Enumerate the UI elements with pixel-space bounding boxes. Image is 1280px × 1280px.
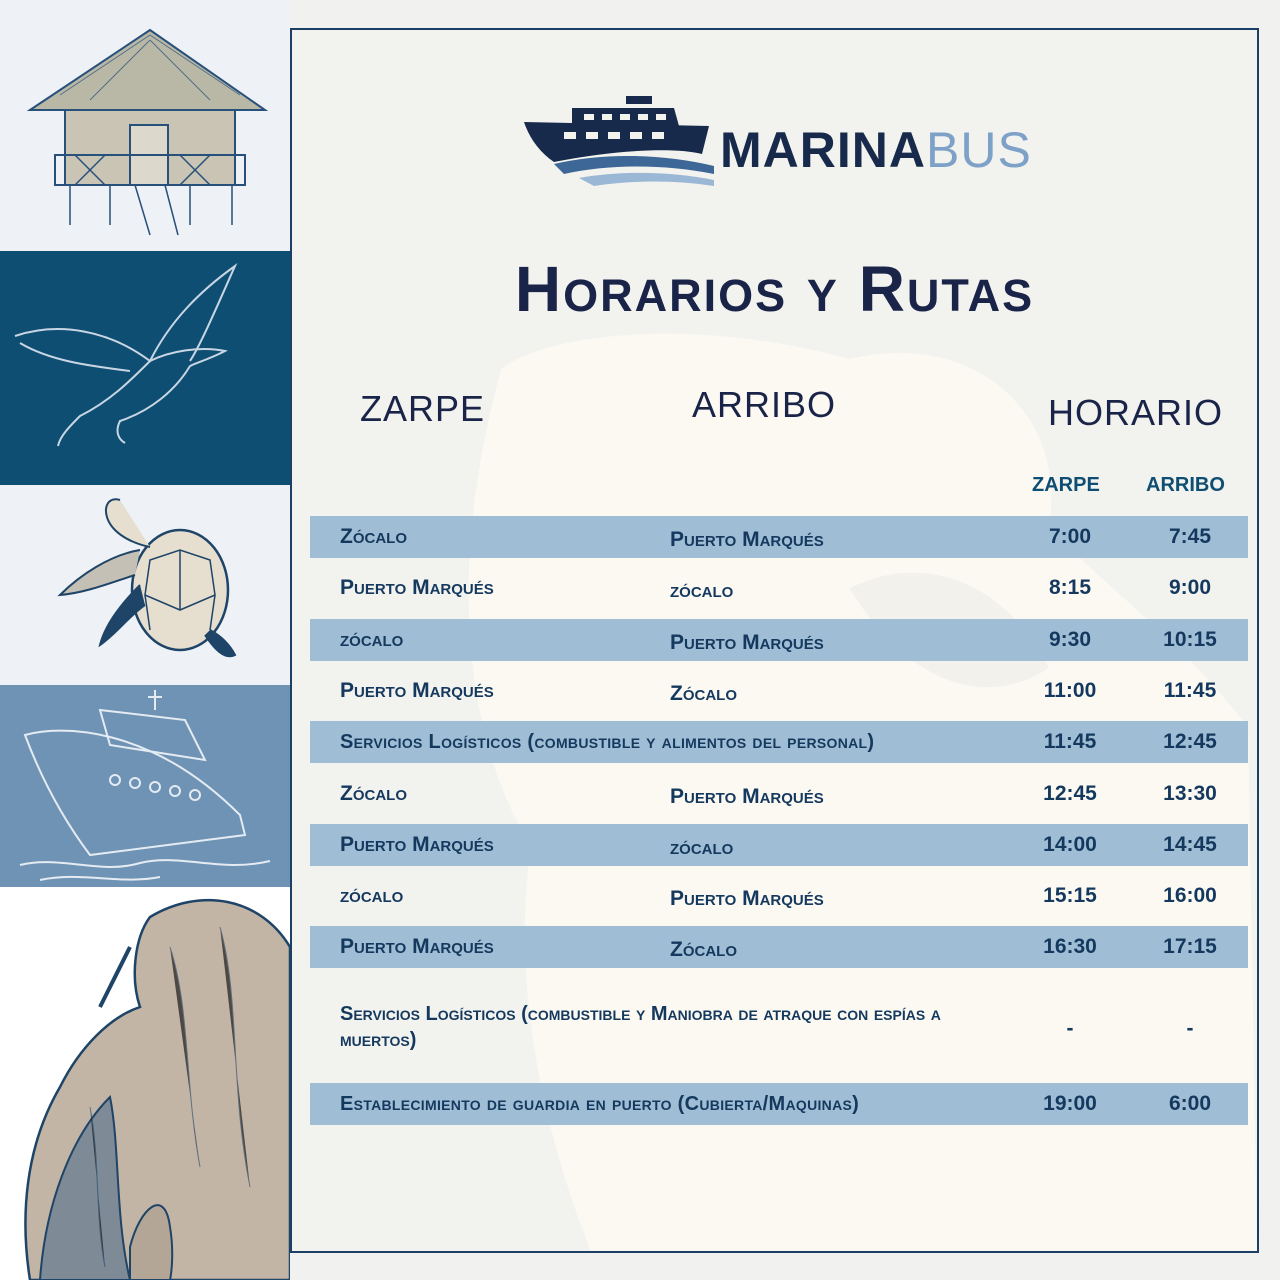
row-to: Puerto Marqués [670,785,824,808]
row-service: Servicios Logísticos (combustible y Maniobra de atraque con espías a muertos) [340,1003,941,1051]
table-row [310,875,1248,917]
row-from: Zócalo [340,782,407,805]
column-header-zarpe: ZARPE [360,388,486,429]
row-departure: 12:45 [1043,782,1097,805]
row-from: Puerto Marqués [340,679,494,702]
table-row [310,1001,1248,1057]
row-departure: 14:00 [1043,833,1097,856]
row-to: Zócalo [670,938,737,961]
ship-icon [0,685,290,887]
row-departure: 19:00 [1043,1092,1097,1115]
page-title: Horarios y Rutas [514,253,1035,325]
row-arrival: 10:15 [1163,628,1217,651]
bird-illustration [0,251,290,485]
table-row [310,516,1248,558]
rock-illustration [0,887,290,1280]
table-row [310,619,1248,661]
boat-icon [524,92,714,192]
row-departure: 15:15 [1043,884,1097,907]
row-arrival: 16:00 [1163,884,1217,907]
row-service: Establecimiento de guardia en puerto (Cubierta/Maquinas) [340,1093,860,1115]
table-row [310,824,1248,866]
row-arrival: 17:15 [1163,935,1217,958]
ship-illustration [0,685,290,887]
row-departure: 9:30 [1048,628,1092,651]
turtle-icon [0,485,290,685]
row-arrival: 14:45 [1163,833,1217,856]
hut-icon [0,0,290,251]
row-to: Puerto Marqués [670,887,824,910]
row-departure: - [1066,1017,1074,1040]
table-row [310,567,1248,609]
schedule-card [290,28,1259,1253]
row-from: Puerto Marqués [340,935,494,958]
row-departure: 8:15 [1048,576,1092,599]
table-row [310,721,1248,763]
row-from: zócalo [340,884,404,907]
row-departure: 16:30 [1043,935,1097,958]
row-departure: 11:00 [1043,679,1097,702]
table-row [310,1083,1248,1125]
row-from: Zócalo [340,525,407,548]
row-departure: 11:45 [1043,730,1097,753]
illustration-strip [0,0,290,1280]
subcolumn-header-arribo: ARRIBO [1146,474,1225,496]
row-to: Zócalo [670,682,737,705]
rock-icon [0,887,290,1280]
row-to: zócalo [670,836,734,859]
row-arrival: 13:30 [1163,782,1217,805]
hut-illustration [0,0,290,251]
row-service: Servicios Logísticos (combustible y alimentos del personal) [340,731,875,753]
row-from: zócalo [340,628,404,651]
brand-name-light: BUS [925,122,1032,178]
brand-logo [524,92,1044,192]
row-arrival: 6:00 [1168,1092,1212,1115]
row-to: Puerto Marqués [670,528,824,551]
row-from: Puerto Marqués [340,576,494,599]
brand-name [720,120,1032,180]
row-arrival: - [1186,1017,1194,1040]
row-arrival: 11:45 [1163,679,1217,702]
row-arrival: 7:45 [1168,525,1212,548]
table-row [310,773,1248,815]
brand-name-bold: MARINA [720,122,926,178]
row-from: Puerto Marqués [340,833,494,856]
row-to: zócalo [670,579,734,602]
row-arrival: 9:00 [1168,576,1212,599]
turtle-illustration [0,485,290,685]
table-row [310,670,1248,712]
column-header-horario: HORARIO [1048,392,1224,433]
row-departure: 7:00 [1048,525,1092,548]
seagull-icon [0,251,290,485]
row-arrival: 12:45 [1163,730,1217,753]
column-header-arribo: ARRIBO [692,384,837,425]
table-row [310,926,1248,968]
row-to: Puerto Marqués [670,631,824,654]
subcolumn-header-zarpe: ZARPE [1032,474,1100,496]
